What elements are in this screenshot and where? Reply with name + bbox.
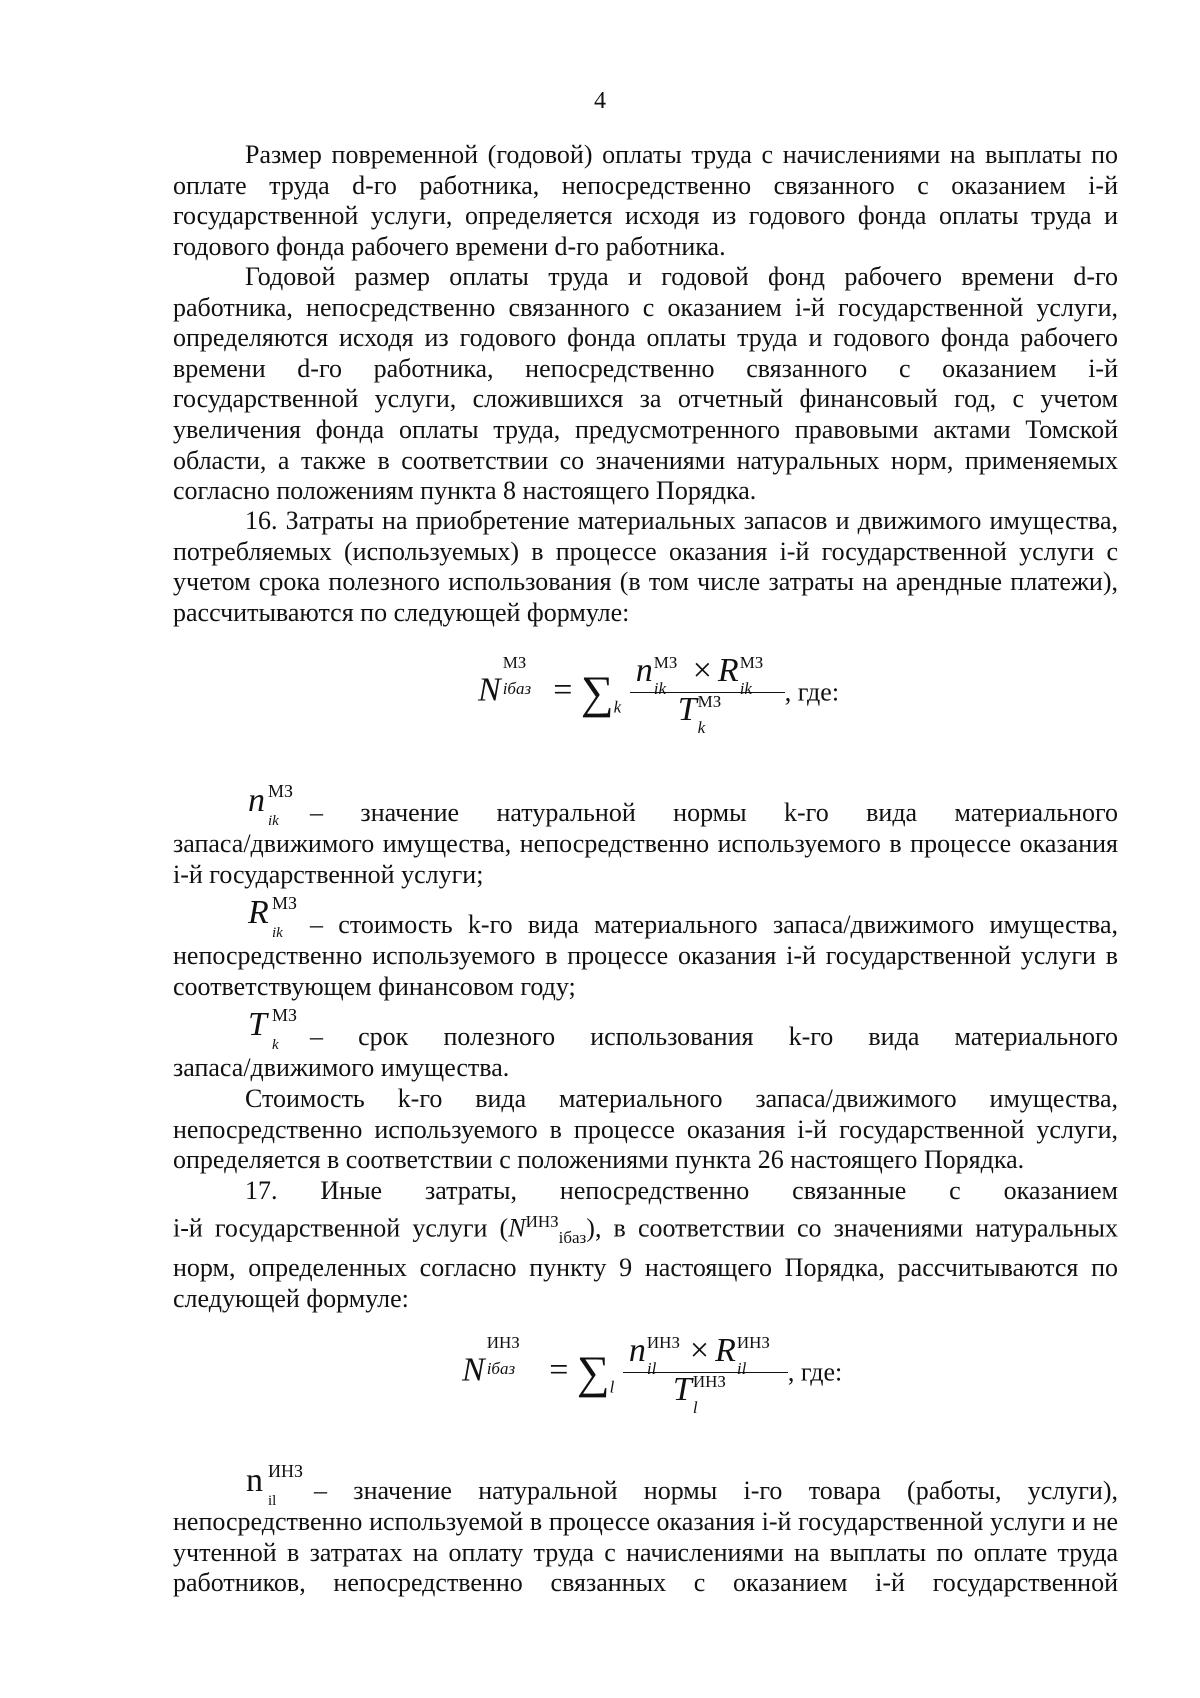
formula-2-fraction	[623, 1332, 788, 1417]
def-3-rest-text: запаса/движимого имущества.	[173, 1053, 510, 1082]
def-1-symbol-sup: МЗ	[268, 781, 294, 801]
formula-1-r-indices	[739, 653, 779, 698]
formula-material-costs	[478, 652, 840, 737]
formula-2-r-sub: il	[736, 1359, 747, 1378]
def-2-symbol	[248, 893, 298, 941]
formula-1-times: ×	[692, 652, 712, 689]
paragraph-17-line1: 17. Иные затраты, непосредственно связанные с оказанием	[245, 1176, 1118, 1205]
paragraph-16	[173, 506, 1118, 628]
formula-1-r-sub: ik	[739, 679, 752, 698]
def-4-line1: – значение натуральной нормы i-го товара (работы, услуги),	[314, 1476, 1118, 1505]
formula-2-n-indices	[646, 1333, 690, 1378]
formula-2-lhs-sup: ИНЗ	[486, 1333, 520, 1352]
formula-2-r-indices	[736, 1333, 782, 1378]
def-1-line1: – значение натуральной нормы k-го вида материального	[310, 798, 1118, 827]
page-number: 4	[594, 88, 606, 114]
formula-1-fraction	[630, 652, 785, 737]
paragraph-17-rest	[173, 1207, 1118, 1315]
paragraph-cost-text: Стоимость k-го вида материального запаса/движимого имущества, непосредственно используемого в процессе оказания i-й государственной услуги, определяется в соответствии с положениями пункта 26 настоящего Порядка.	[173, 1084, 1118, 1175]
formula-1-n: n	[635, 652, 653, 689]
def-4-symbol-sub: il	[268, 1493, 277, 1509]
formula-2-sum-index: l	[609, 1377, 615, 1397]
def-3-symbol-sup: МЗ	[272, 1005, 298, 1025]
def-2-symbol-letter: R	[248, 894, 269, 931]
def-1-symbol-letter: n	[248, 782, 265, 819]
formula-1-lhs-sup: МЗ	[502, 653, 527, 672]
def-4-rest-text: непосредственно используемой в процессе оказания i-й государственной услуги и не учтенной в затратах на оплату труда с начислениями на выплаты по оплате труда работников, непосредственно связанных с оказанием i-й государственной	[173, 1507, 1118, 1598]
formula-2-t-sub: l	[692, 1398, 698, 1417]
paragraph-17-post: ), в соответствии со значениями натуральных норм, определенных согласно пункту 9 настоящего Порядка, рассчитываются по следующей формуле:	[173, 1213, 1118, 1314]
formula-1-r: R	[717, 652, 739, 689]
formula-1-lhs-sub: iбаз	[502, 679, 532, 698]
formula-1-t-sup: МЗ	[697, 692, 722, 711]
def-1-symbol	[248, 781, 294, 829]
def-2-rest	[173, 941, 1118, 1002]
formula-1-lhs: N	[478, 671, 501, 709]
formula-1-equals: =	[553, 671, 573, 709]
def-4-symbol	[246, 1461, 304, 1509]
formula-2-n: n	[628, 1332, 646, 1369]
formula-1-sum-index: k	[613, 697, 622, 717]
def-3-symbol-letter: T	[248, 1006, 267, 1043]
formula-2-equals: =	[549, 1351, 569, 1389]
formula-2-t: T	[672, 1371, 692, 1408]
formula-1-sigma: ∑	[580, 666, 614, 718]
formula-2-lhs: N	[462, 1351, 485, 1389]
paragraph-16-text: 16. Затраты на приобретение материальных запасов и движимого имущества, потребляемых (используемых) в процессе оказания i-й государственной услуги с учетом срока полезного использования (в том числе затраты на арендные платежи), рассчитываются по следующей формуле:	[173, 506, 1118, 627]
def-3-line1: – срок полезного использования k-го вида материального	[310, 1022, 1118, 1051]
def-4-symbol-letter: n	[246, 1462, 263, 1499]
paragraph-17-rest-text	[173, 1207, 1118, 1315]
def-1-rest	[173, 829, 1118, 890]
formula-2-where: , где:	[787, 1357, 843, 1387]
formula-2-sigma: ∑	[576, 1346, 610, 1398]
paragraph-17-sub: iбаз	[558, 1227, 587, 1247]
formula-2-lhs-sub: iбаз	[486, 1359, 516, 1378]
formula-1-n-indices	[653, 653, 693, 698]
def-4-symbol-sup: ИНЗ	[268, 1461, 304, 1481]
formula-1-t-sub: k	[697, 718, 706, 737]
formula-1-t: T	[677, 691, 697, 728]
def-1-rest-text: запаса/движимого имущества, непосредственно используемого в процессе оказания i-й государственной услуги;	[173, 829, 1118, 889]
formula-2-t-sup: ИНЗ	[692, 1372, 726, 1391]
formula-1-where: , где:	[784, 677, 840, 707]
def-4-rest	[173, 1507, 1118, 1599]
def-2-line1: – стоимость k-го вида материального запаса/движимого имущества,	[310, 910, 1118, 939]
def-2-symbol-sub: ik	[272, 925, 283, 941]
formula-2-r: R	[715, 1332, 736, 1369]
formula-1-t-indices	[697, 692, 737, 737]
formula-2-times: ×	[689, 1332, 710, 1369]
formula-2-t-indices	[692, 1372, 738, 1417]
def-2-rest-text: непосредственно используемого в процессе оказания i-й государственной услуги в соответствующем финансовом году;	[173, 941, 1118, 1001]
paragraph-1-text: Размер повременной (годовой) оплаты труда с начислениями на выплаты по оплате труда d-го работника, непосредственно связанного с оказанием i-й государственной услуги, определяется исходя из годового фонда оплаты труда и годового фонда рабочего времени d-го работника.	[173, 140, 1118, 261]
formula-1-lhs-indices	[501, 653, 545, 698]
paragraph-2-text: Годовой размер оплаты труда и годовой фонд рабочего времени d-го работника, непосредственно связанного с оказанием i-й государственной услуги, определяются исходя из годового фонда оплаты труда и годового фонда рабочего времени d-го работника, непосредственно связанного с оказанием i-й государственной услуги, сложившихся за отчетный финансовый год, с учетом увеличения фонда оплаты труда, предусмотренного правовыми актами Томской области, а также в соответствии со значениями натуральных норм, применяемых согласно положениям пункта 8 настоящего Порядка.	[173, 262, 1118, 506]
paragraph-17-sup: ИНЗ	[525, 1212, 559, 1231]
def-2-symbol-sup: МЗ	[272, 893, 298, 913]
def-1-symbol-sub: ik	[268, 813, 279, 829]
formula-2-n-sub: il	[646, 1359, 657, 1378]
def-3-symbol	[248, 1005, 298, 1053]
formula-2-r-sup: ИНЗ	[736, 1333, 770, 1352]
paragraph-17-symbol: N	[508, 1213, 526, 1243]
paragraph-17-pre: i-й государственной услуги (	[173, 1213, 509, 1243]
def-3-rest	[173, 1053, 1118, 1084]
formula-2-lhs-indices	[485, 1333, 541, 1378]
paragraph-1	[173, 140, 1118, 262]
def-3-symbol-sub: k	[272, 1037, 279, 1053]
paragraph-2	[173, 262, 1118, 507]
formula-1-n-sup: МЗ	[653, 653, 678, 672]
formula-other-costs	[462, 1332, 843, 1417]
formula-2-n-sup: ИНЗ	[646, 1333, 680, 1352]
formula-1-r-sup: МЗ	[739, 653, 764, 672]
paragraph-cost	[173, 1084, 1118, 1176]
formula-1-n-sub: ik	[653, 679, 666, 698]
